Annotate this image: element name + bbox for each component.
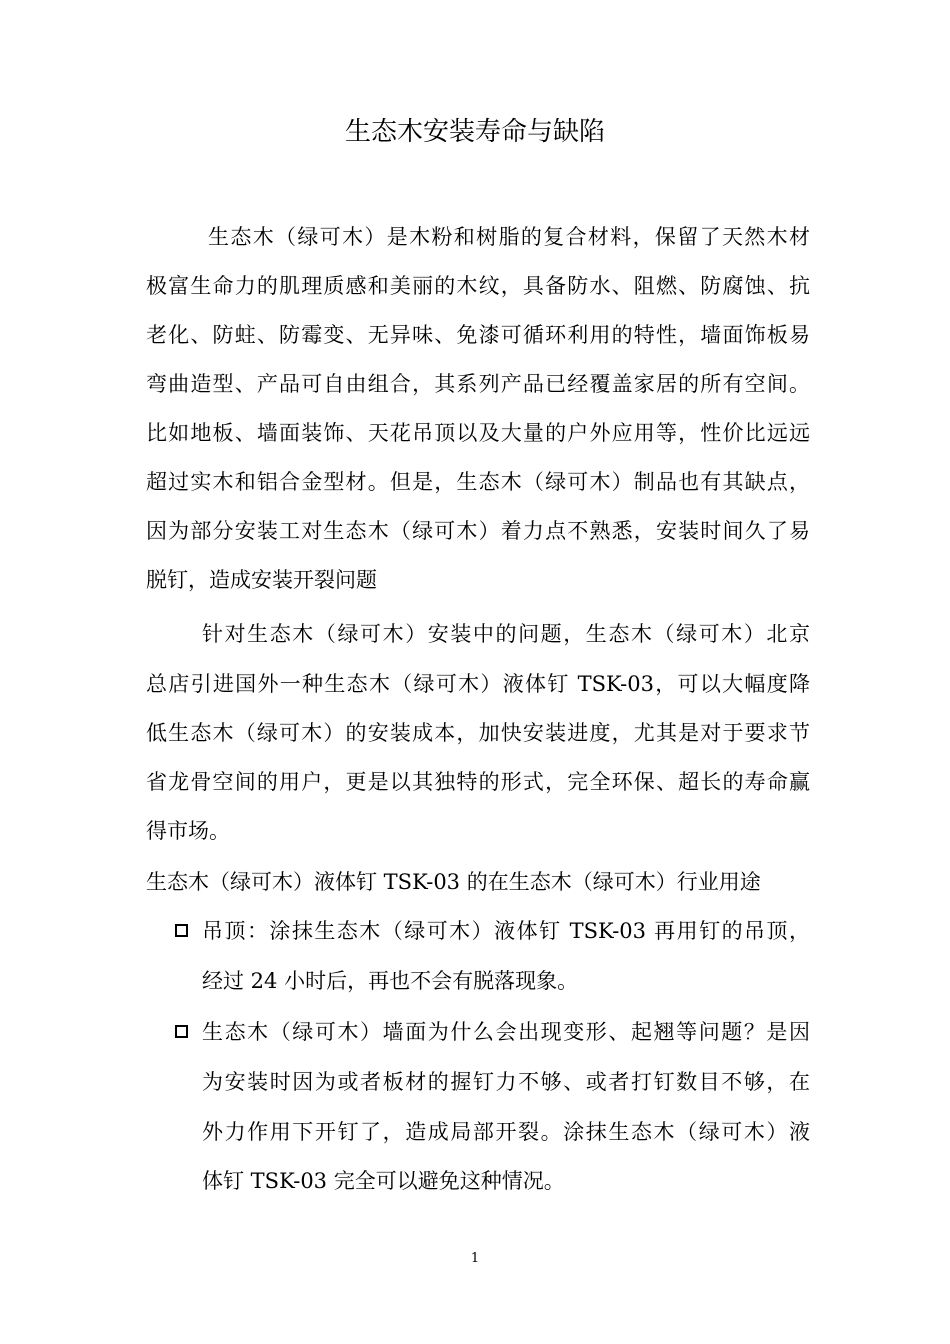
document-title: 生态木安装寿命与缺陷	[344, 117, 605, 147]
paragraph-line: 低生态木（绿可木）的安装成本，加快安装进度，尤其是对于要求节	[146, 721, 810, 745]
paragraph-line: 总店引进国外一种生态木（绿可木）液体钉 TSK-03，可以大幅度降	[146, 672, 810, 696]
paragraph-line: 弯曲造型、产品可自由组合，其系列产品已经覆盖家居的所有空间。	[146, 372, 810, 396]
section-heading: 生态木（绿可木）液体钉 TSK-03 的在生态木（绿可木）行业用途	[146, 870, 761, 894]
bullet-line: 吊顶：涂抹生态木（绿可木）液体钉 TSK-03 再用钉的吊顶，	[202, 919, 810, 943]
paragraph-line: 老化、防蛀、防霉变、无异味、免漆可循环利用的特性，墙面饰板易	[146, 323, 810, 347]
paragraph-line: 脱钉，造成安装开裂问题	[146, 568, 377, 592]
bullet-line: 体钉 TSK-03 完全可以避免这种情况。	[202, 1169, 565, 1193]
page-number: 1	[470, 1251, 480, 1266]
paragraph-line: 比如地板、墙面装饰、天花吊顶以及大量的户外应用等，性价比远远	[146, 421, 810, 445]
checkbox-bullet-icon	[175, 924, 188, 937]
paragraph-line: 极富生命力的肌理质感和美丽的木纹，具备防水、阻燃、防腐蚀、抗	[146, 274, 810, 298]
paragraph-line: 得市场。	[146, 819, 230, 843]
paragraph-line: 超过实木和铝合金型材。但是，生态木（绿可木）制品也有其缺点，	[146, 470, 810, 494]
bullet-line: 生态木（绿可木）墙面为什么会出现变形、起翘等问题？是因	[202, 1020, 810, 1044]
paragraph-line: 生态木（绿可木）是木粉和树脂的复合材料，保留了天然木材	[208, 225, 810, 249]
bullet-line: 为安装时因为或者板材的握钉力不够、或者打钉数目不够，在	[202, 1070, 810, 1094]
checkbox-bullet-icon	[175, 1025, 188, 1038]
bullet-line: 外力作用下开钉了，造成局部开裂。涂抹生态木（绿可木）液	[202, 1120, 810, 1144]
paragraph-line: 针对生态木（绿可木）安装中的问题，生态木（绿可木）北京	[202, 622, 810, 646]
paragraph-line: 因为部分安装工对生态木（绿可木）着力点不熟悉，安装时间久了易	[146, 519, 810, 543]
bullet-line: 经过 24 小时后，再也不会有脱落现象。	[202, 969, 579, 993]
paragraph-line: 省龙骨空间的用户，更是以其独特的形式，完全环保、超长的寿命赢	[146, 770, 810, 794]
